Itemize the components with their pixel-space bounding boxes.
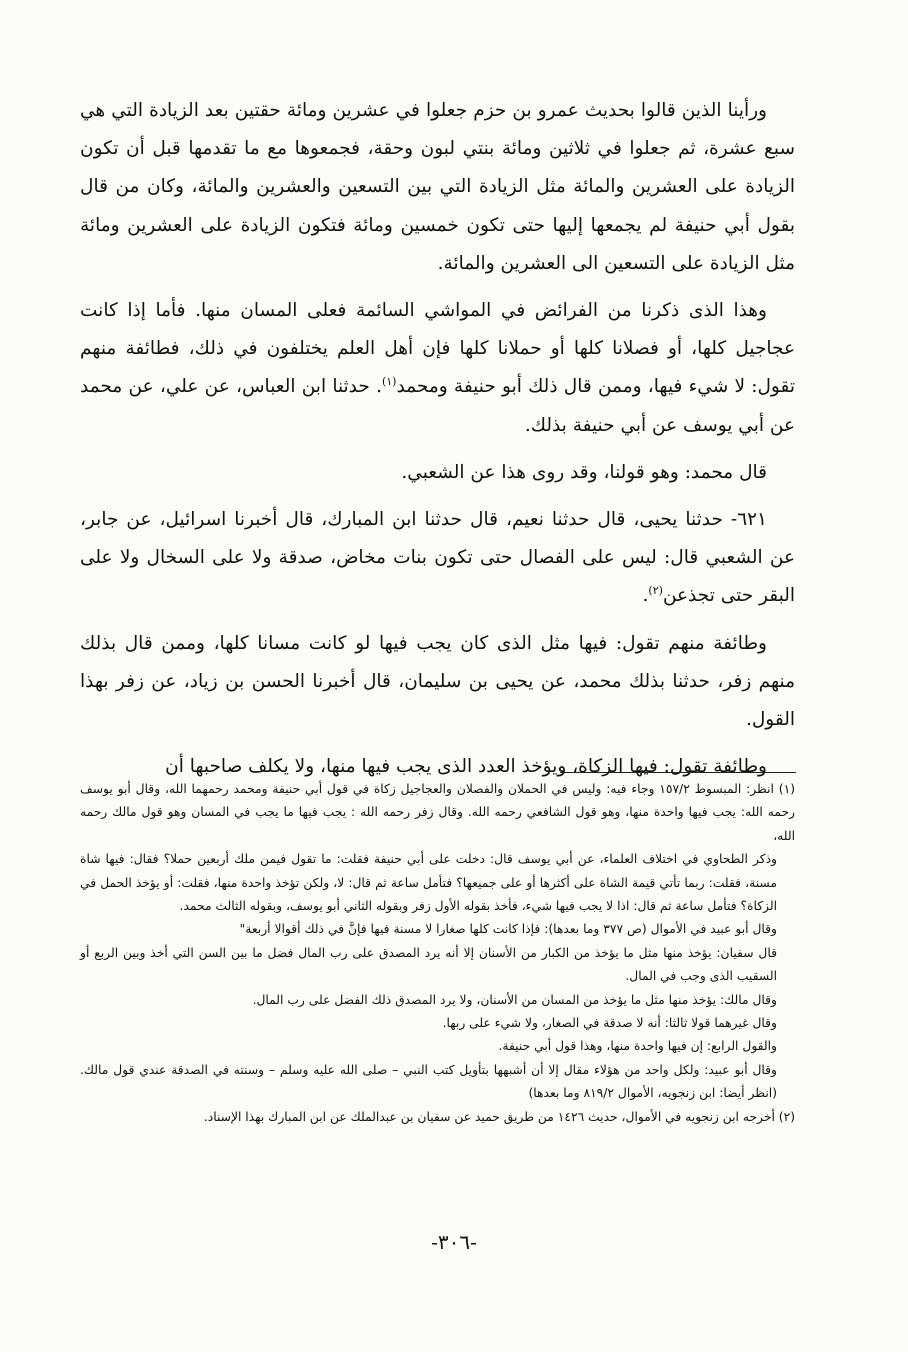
footnotes	[80, 778, 795, 1129]
footnote-2: (٢) أخرجه ابن زنجويه في الأموال، حديث ١٤٢٦ من طريق حميد عن سفيان بن عبدالملك عن ابن المبارك بهذا الإسناد.	[203, 1109, 795, 1124]
footnote-ref-1[interactable]: (١)	[381, 375, 397, 389]
paragraph-5: وطائفة منهم تقول: فيها مثل الذى كان يجب فيها لو كانت مسانا كلها، وممن قال بذلك منهم زفر، حدثنا بذلك محمد، عن يحيى بن سليمان، قال أخبرنا الحسن بن زياد، عن زفر بهذا القول.	[80, 632, 795, 731]
paragraph-2-text: وهذا الذى ذكرنا من الفرائض في المواشي السائمة فعلى المسان منها. فأما إذا كانت عجاجيل كلها، أو فصلانا كلها أو حملانا كلها فإن أهل العلم يختلفون في ذلك، فطائفة منهم تقول: لا شيء فيها، وممن قال ذلك أبو حنيفة ومحمد	[80, 300, 795, 398]
footnote-1-malik: وقال مالك: يؤخذ منها مثل ما يؤخذ من المسان من الأسنان، ولا يرد المصدق ذلك الفضل على رب المال.	[252, 992, 777, 1007]
footnote-1-tahawi: وذكر الطحاوي في اختلاف العلماء، عن أبي يوسف قال: دخلت على أبي حنيفة فقلت: ما تقول فيمن ملك أربعين حملا؟ فقال: فيها شاة مسنة، فقلت: ربما تأتي قيمة الشاة على أكثرها أو على جميعها؟ فتأمل ساعة ثم قال: لا، ولكن تؤخذ واحدة منها، فقلت: أو يؤخذ الحمل في الزكاة؟ فتأمل ساعة ثم قال: اذا لا يجب فيها شيء، فأخذ بقوله الأول زفر وبقوله الثاني أبو يوسف، وبقوله الثالث محمد.	[80, 852, 777, 914]
footnote-1-conclusion: وقال أبو عبيد: ولكل واحد من هؤلاء مقال إلا أن أشبهها بتأويل كتب النبي – صلى الله عليه وسلم – وسنته في الصدقة عندي قول مالك. (انظر أيضا: ابن زنجويه، الأموال ٨١٩/٢ وما بعدها)	[80, 1062, 777, 1101]
paragraph-2-tail: . حدثنا ابن العباس، عن علي، عن محمد عن أبي يوسف عن أبي حنيفة بذلك.	[80, 376, 795, 436]
footnote-1-third-view: وقال غيرهما قولا ثالثا: أنه لا صدقة في الصغار، ولا شيء على ربها.	[442, 1016, 777, 1031]
footnote-1-sufyan: قال سفيان: يؤخذ منها مثل ما يؤخذ من الكبار من الأسنان إلا أنه يرد المصدق على رب المال فضل ما بين السن التي أخذ وبين الربع أو السقيب الذى وجب في المال.	[80, 945, 777, 984]
paragraph-2	[80, 292, 795, 445]
paragraph-3: قال محمد: وهو قولنا، وقد روى هذا عن الشعبي.	[401, 461, 767, 483]
paragraph-1: ورأينا الذين قالوا بحديث عمرو بن حزم جعلوا في عشرين ومائة حقتين بعد الزيادة التي هي سبع عشرة، ثم جعلوا في ثلاثين ومائة بنتي لبون وحقة، فجمعوها مع ما تقدمها قبل أن تكون الزيادة على العشرين والمائة مثل الزيادة التي بين التسعين والعشرين والمائة، وكان من قال بقول أبي حنيفة لم يجمعها إليها حتى تكون خمسين ومائة فتكون الزيادة على العشرين ومائة مثل الزيادة على التسعين الى العشرين والمائة.	[80, 100, 795, 274]
paragraph-4-text: ٦٢١- حدثنا يحيى، قال حدثنا نعيم، قال حدثنا ابن المبارك، قال أخبرنا اسرائيل، عن جابر، عن الشعبي قال: ليس على الفصال حتى تكون بنات مخاض، صدقة ولا على السخال ولا على البقر حتى تجذعن	[80, 509, 795, 607]
page-number: -٣٠٦-	[431, 1230, 477, 1254]
main-text	[80, 92, 795, 795]
paragraph-6: وطائفة تقول: فيها الزكاة، ويؤخذ العدد الذى يجب فيها منها، ولا يكلف صاحبها أن	[165, 756, 767, 778]
paragraph-4-end: .	[642, 585, 649, 607]
footnote-1-abu-ubaid: وقال أبو عبيد في الأموال (ص ٣٧٧ وما بعدها): فإذا كانت كلها صغارا لا مسنة فيها فإنَّ في ذلك أقوالا أربعة"	[239, 922, 777, 937]
paragraph-4	[80, 501, 795, 616]
footnote-ref-2[interactable]: (٢)	[648, 584, 663, 598]
footnote-1: (١) انظر: المبسوط ١٥٧/٢ وجاء فيه: وليس في الحملان والفصلان والعجاجيل زكاة في قول أبي حنيفة ومحمد رحمهما الله، وقال أبو يوسف رحمه الله: يجب فيها واحدة منها، وهو قول الشافعي رحمه الله. وقال زفر رحمه الله : يجب فيها ما يجب في المسان وهو قول مالك رحمه الله،	[80, 782, 795, 843]
footnote-1-fourth-view: والقول الرابع: إن فيها واحدة منها، وهذا قول أبي حنيفة.	[498, 1039, 777, 1054]
footnote-separator	[560, 772, 796, 773]
